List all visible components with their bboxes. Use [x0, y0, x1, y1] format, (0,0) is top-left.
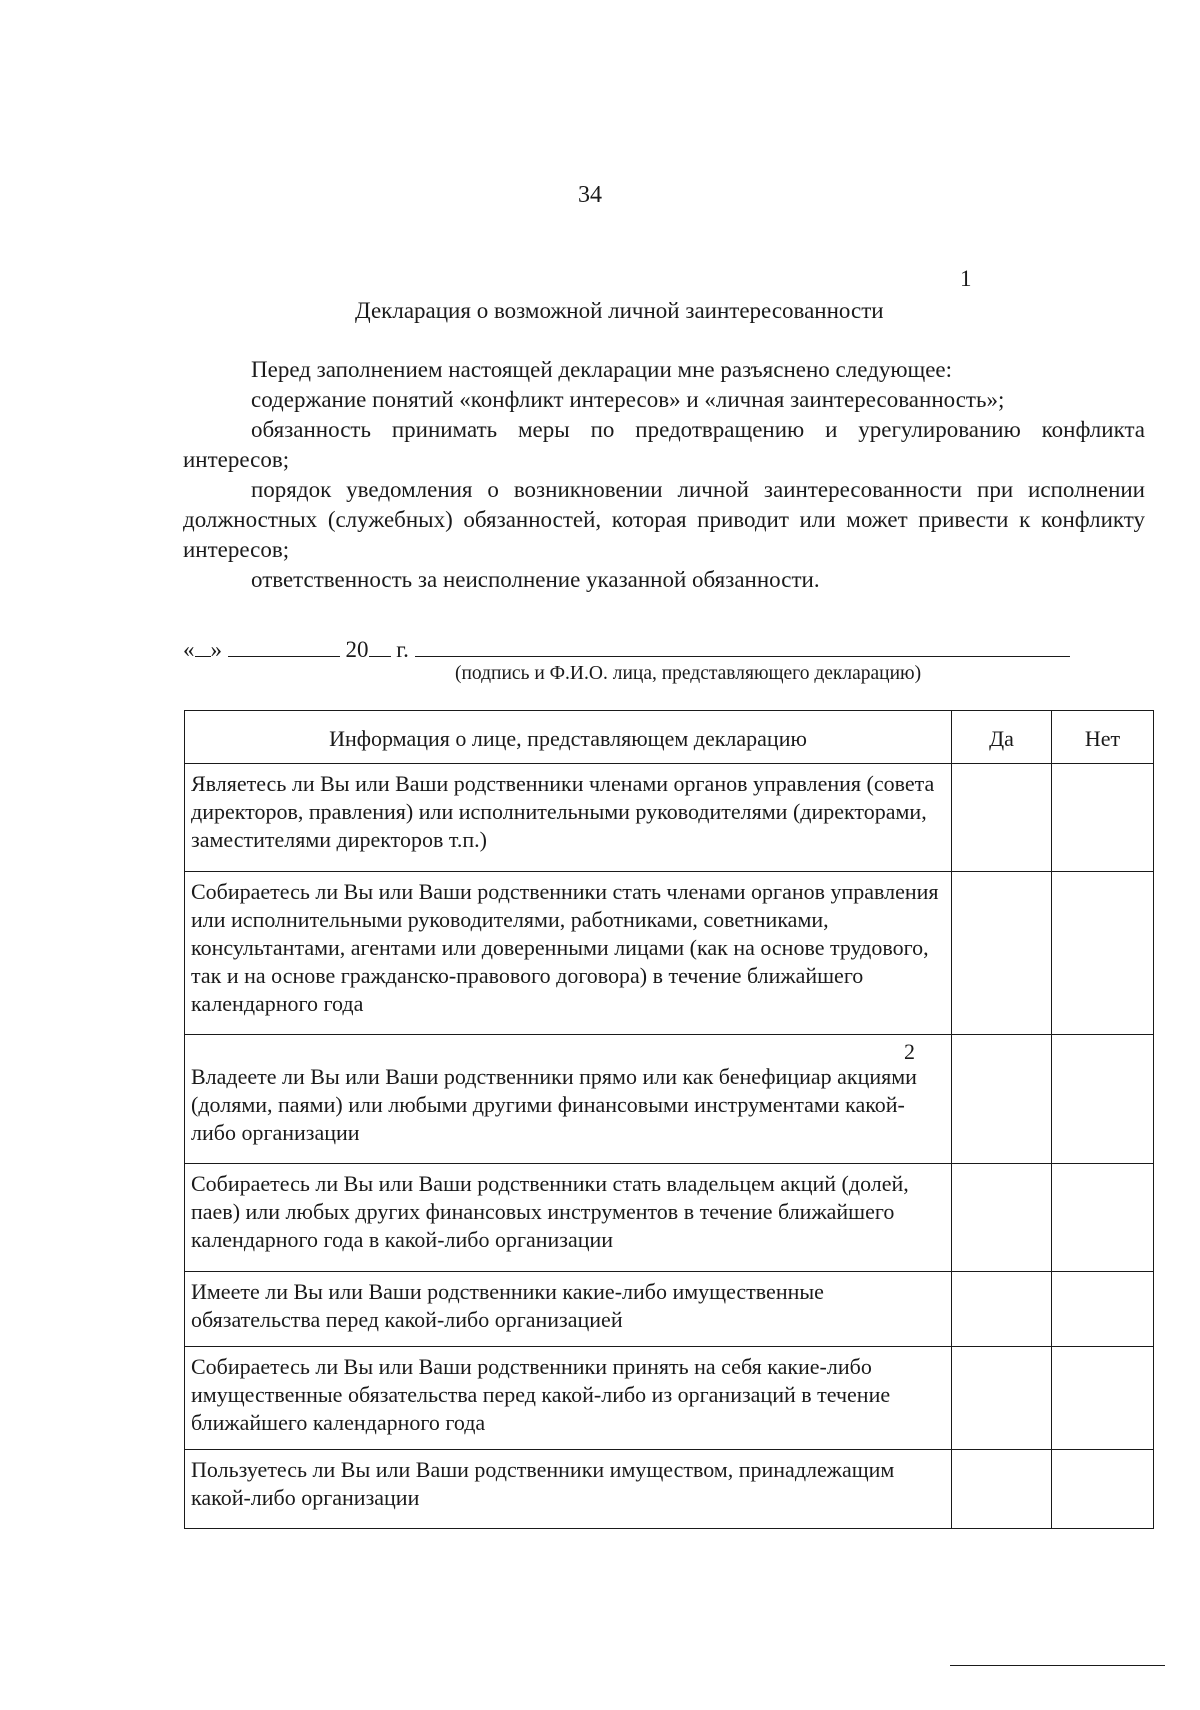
table-row — [185, 1164, 1154, 1272]
intro-item-2: обязанность принимать меры по предотвращению и урегулированию конфликта интересов; — [183, 417, 1145, 472]
answer-yes-cell[interactable] — [952, 1450, 1052, 1529]
answer-no-cell[interactable] — [1051, 1164, 1153, 1272]
question-cell: Собираетесь ли Вы или Ваши родственники принять на себя какие-либо имущественные обязательства перед какой-либо из организаций в течение ближайшего календарного года — [185, 1347, 952, 1450]
answer-yes-cell[interactable] — [952, 1347, 1052, 1450]
answer-no-cell[interactable] — [1051, 764, 1153, 872]
year-blank[interactable] — [369, 636, 391, 657]
answer-no-cell[interactable] — [1051, 1347, 1153, 1450]
question-cell: Собираетесь ли Вы или Ваши родственники стать владельцем акций (долей, паев) или любых других финансовых инструментов в течение ближайшего календарного года в какой-либо организации — [185, 1164, 952, 1272]
answer-no-cell[interactable] — [1051, 872, 1153, 1035]
answer-yes-cell[interactable] — [952, 872, 1052, 1035]
footnote-mark-2: 2 — [904, 1039, 916, 1064]
table-row — [185, 1347, 1154, 1450]
question-cell — [185, 1035, 952, 1164]
header-yes: Да — [952, 711, 1052, 764]
signature-caption: (подпись и Ф.И.О. лица, представляющего декларацию) — [455, 663, 922, 684]
table-row — [185, 764, 1154, 872]
declaration-table — [184, 710, 1154, 1529]
month-blank[interactable] — [228, 636, 340, 657]
question-cell: Собираетесь ли Вы или Ваши родственники стать членами органов управления или исполнительными руководителями, работниками, советниками, консультантами, агентами или доверенными лицами (как на основе трудового, так и на основе гражданско-правового договора) в течение ближайшего календарного года — [185, 872, 952, 1035]
date-open-quote: « — [183, 637, 195, 662]
answer-yes-cell[interactable] — [952, 1272, 1052, 1347]
date-close-quote: » — [210, 637, 222, 662]
intro-item-1: содержание понятий «конфликт интересов» и «личная заинтересованность»; — [251, 387, 1005, 412]
intro-section — [183, 355, 1145, 595]
date-signature-line — [183, 636, 1070, 663]
header-no: Нет — [1051, 711, 1153, 764]
table-row — [185, 1450, 1154, 1529]
question-cell: Имеете ли Вы или Ваши родственники какие-либо имущественные обязательства перед какой-либо организацией — [185, 1272, 952, 1347]
answer-yes-cell[interactable] — [952, 1035, 1052, 1164]
question-cell: Пользуетесь ли Вы или Ваши родственники имуществом, принадлежащим какой-либо организации — [185, 1450, 952, 1529]
intro-lead: Перед заполнением настоящей декларации мне разъяснено следующее: — [251, 357, 953, 382]
table-row — [185, 1272, 1154, 1347]
page-number: 34 — [578, 182, 602, 208]
answer-yes-cell[interactable] — [952, 1164, 1052, 1272]
question-text: Владеете ли Вы или Ваши родственники прямо или как бенефициар акциями (долями, паями) или любыми другими финансовыми инструментами какой-либо организации — [191, 1064, 917, 1145]
answer-no-cell[interactable] — [1051, 1035, 1153, 1164]
footnote-mark-1: 1 — [960, 266, 972, 291]
table-header-row — [185, 711, 1154, 764]
year-prefix: 20 — [345, 637, 369, 662]
intro-item-4: ответственность за неисполнение указанной обязанности. — [251, 567, 820, 592]
table-row — [185, 872, 1154, 1035]
answer-yes-cell[interactable] — [952, 764, 1052, 872]
day-blank[interactable] — [195, 636, 211, 657]
document-title: Декларация о возможной личной заинтересованности — [355, 298, 884, 323]
signature-blank[interactable] — [415, 636, 1070, 657]
answer-no-cell[interactable] — [1051, 1450, 1153, 1529]
intro-item-3: порядок уведомления о возникновении личной заинтересованности при исполнении должностных (служебных) обязанностей, которая приводит или может привести к конфликту интересов; — [183, 477, 1145, 562]
year-suffix: г. — [396, 637, 409, 662]
header-question: Информация о лице, представляющем декларацию — [185, 711, 952, 764]
question-cell: Являетесь ли Вы или Ваши родственники членами органов управления (совета директоров, правления) или исполнительными руководителями (директорами, заместителями директоров т.п.) — [185, 764, 952, 872]
answer-no-cell[interactable] — [1051, 1272, 1153, 1347]
footnote-separator-rule — [950, 1665, 1165, 1666]
table-row — [185, 1035, 1154, 1164]
